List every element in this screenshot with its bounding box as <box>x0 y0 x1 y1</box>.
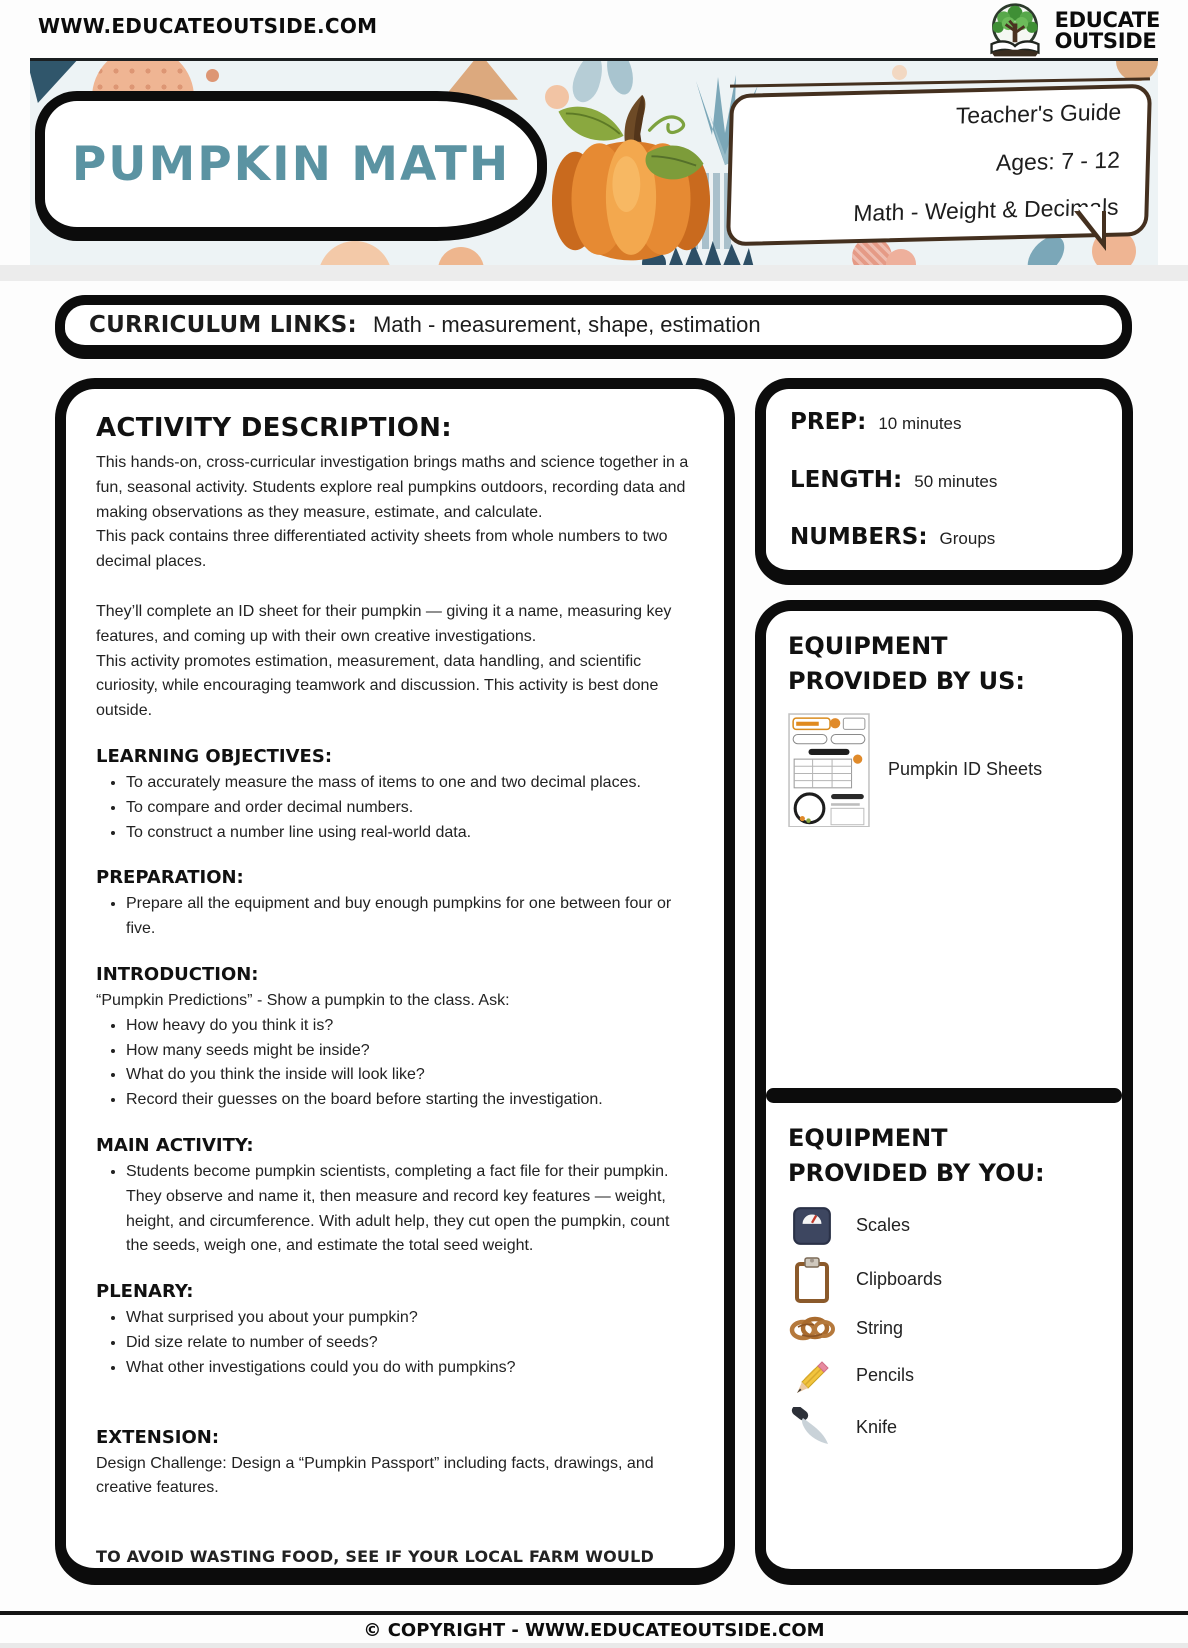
introduction-list <box>96 1014 696 1113</box>
equipment-item <box>788 1407 1100 1449</box>
session-details-box <box>755 378 1133 585</box>
pencil-icon <box>788 1355 836 1397</box>
speech-bubble-tail-fill <box>1077 207 1102 239</box>
section-heading-preparation: PREPARATION: <box>96 867 244 889</box>
equipment-item-label: Knife <box>856 1417 898 1438</box>
equipment-item <box>788 1205 1100 1247</box>
decorative-dot <box>892 65 907 80</box>
equipment-you-heading: EQUIPMENT PROVIDED BY YOU: <box>788 1124 1045 1187</box>
length-value: 50 minutes <box>914 471 998 491</box>
footer-divider-line <box>0 1611 1188 1615</box>
pumpkin-id-sheets-thumbnail <box>788 713 870 828</box>
equipment-item-label: String <box>856 1318 904 1339</box>
extension-text: Design Challenge: Design a “Pumpkin Passport” including facts, drawings, and creative features. <box>96 1454 654 1497</box>
list-item: • To construct a number line using real-world data. <box>126 821 696 846</box>
curriculum-links-bar <box>55 295 1132 359</box>
main-activity-list <box>96 1160 696 1259</box>
list-item: • Did size relate to number of seeds? <box>126 1331 696 1356</box>
activity-description-title: ACTIVITY DESCRIPTION: <box>96 413 452 443</box>
activity-paragraph: This pack contains three differentiated activity sheets from whole numbers to two decimal places. <box>96 528 668 571</box>
learning-objectives-list <box>96 771 696 845</box>
list-item: • Students become pumpkin scientists, completing a fact file for their pumpkin. They observe and name it, then measure and record key features — weight, height, and circumference. With adult help, they cut open the pumpkin, count the seeds, weigh one, and estimate the total seed weight. <box>126 1160 696 1259</box>
teacher-guide-label: Teacher's Guide <box>955 98 1122 129</box>
footer-bottom-strip <box>0 1643 1188 1648</box>
activity-paragraph: This hands-on, cross-curricular investigation brings maths and science together in a fun, seasonal activity. Students explore real pumpkins outdoors, recording data and making observations as they measure, estimate, and calculate. <box>96 454 689 521</box>
equipment-item-label: Pencils <box>856 1365 915 1386</box>
plenary-list <box>96 1306 696 1380</box>
list-item: • What do you think the inside will look like? <box>126 1063 696 1088</box>
banner-bottom-strip <box>0 265 1188 281</box>
length-row <box>790 467 1098 493</box>
equipment-item <box>788 1355 1100 1397</box>
list-item: • How heavy do you think it is? <box>126 1014 696 1039</box>
scales-icon <box>788 1205 836 1247</box>
equipment-box <box>755 600 1133 1585</box>
activity-description-box <box>55 378 735 1585</box>
pumpkin-illustration <box>538 77 724 265</box>
section-heading-extension: EXTENSION: <box>96 1426 220 1448</box>
educate-outside-logo <box>983 1 1160 61</box>
copyright-text: © COPYRIGHT - WWW.EDUCATEOUTSIDE.COM <box>363 1620 825 1641</box>
activity-paragraph: They’ll complete an ID sheet for their pumpkin — giving it a name, measuring key features, and coming up with their own creative investigations. <box>96 602 672 645</box>
equipment-item-label: Clipboards <box>856 1269 943 1290</box>
list-item: • To compare and order decimal numbers. <box>126 796 696 821</box>
list-item: • How many seeds might be inside? <box>126 1039 696 1064</box>
tree-book-logo-icon <box>983 1 1047 61</box>
section-heading-plenary: PLENARY: <box>96 1281 194 1303</box>
length-label: LENGTH: <box>790 466 903 493</box>
equipment-provided-by-us <box>766 611 1122 1088</box>
prep-label: PREP: <box>790 409 867 435</box>
page-title: PUMPKIN MATH <box>71 136 511 192</box>
title-box <box>35 91 547 241</box>
curriculum-links-value: Math - measurement, shape, estimation <box>372 312 761 337</box>
equipment-item-label: Scales <box>856 1215 911 1236</box>
decorative-dot <box>438 247 484 265</box>
equipment-divider <box>766 1088 1122 1103</box>
knife-icon <box>788 1407 836 1449</box>
list-item: • To accurately measure the mass of items to one and two decimal places. <box>126 771 696 796</box>
list-item: • What other investigations could you do with pumpkins? <box>126 1356 696 1381</box>
banner <box>30 58 1158 265</box>
activity-paragraph: This activity promotes estimation, measurement, data handling, and scientific curiosity, while encouraging teamwork and discussion. This activity is best done outside. <box>96 652 659 720</box>
equipment-item <box>788 1313 1100 1345</box>
equipment-item-label: Pumpkin ID Sheets <box>888 759 1043 780</box>
string-icon <box>788 1313 836 1345</box>
preparation-list <box>96 892 696 942</box>
numbers-value: Groups <box>939 529 996 548</box>
section-heading-introduction: INTRODUCTION: <box>96 963 259 985</box>
ages-label: Ages: 7 - 12 <box>995 146 1121 176</box>
list-item: • What surprised you about your pumpkin? <box>126 1306 696 1331</box>
numbers-label: NUMBERS: <box>790 524 928 550</box>
curriculum-links-label: CURRICULUM LINKS: <box>89 312 357 338</box>
equipment-provided-by-you <box>766 1103 1122 1569</box>
introduction-intro: “Pumpkin Predictions” - Show a pumpkin to the class. Ask: <box>96 991 510 1009</box>
section-heading-main-activity: MAIN ACTIVITY: <box>96 1134 254 1156</box>
decorative-half-circle <box>318 241 392 265</box>
list-item: • Record their guesses on the board before starting the investigation. <box>126 1088 696 1113</box>
equipment-item <box>788 713 1100 828</box>
food-waste-note: TO AVOID WASTING FOOD, SEE IF YOUR LOCAL FARM WOULD LIKE THE PUMPKIN SCRAPS. <box>96 1547 654 1585</box>
logo-text: EDUCATE OUTSIDE <box>1054 8 1160 53</box>
prep-value: 10 minutes <box>878 414 962 433</box>
subject-label: Math - Weight & Decimals <box>852 193 1120 227</box>
prep-row <box>790 409 1098 435</box>
equipment-us-heading: EQUIPMENT PROVIDED BY US: <box>788 632 1026 695</box>
equipment-item <box>788 1257 1100 1303</box>
clipboard-icon <box>788 1257 836 1303</box>
section-heading-learning-objectives: LEARNING OBJECTIVES: <box>96 745 333 767</box>
decorative-dot <box>206 69 219 82</box>
list-item: • Prepare all the equipment and buy enough pumpkins for one between four or five. <box>126 892 696 942</box>
numbers-row <box>790 524 1098 550</box>
site-url: WWW.EDUCATEOUTSIDE.COM <box>38 14 378 38</box>
